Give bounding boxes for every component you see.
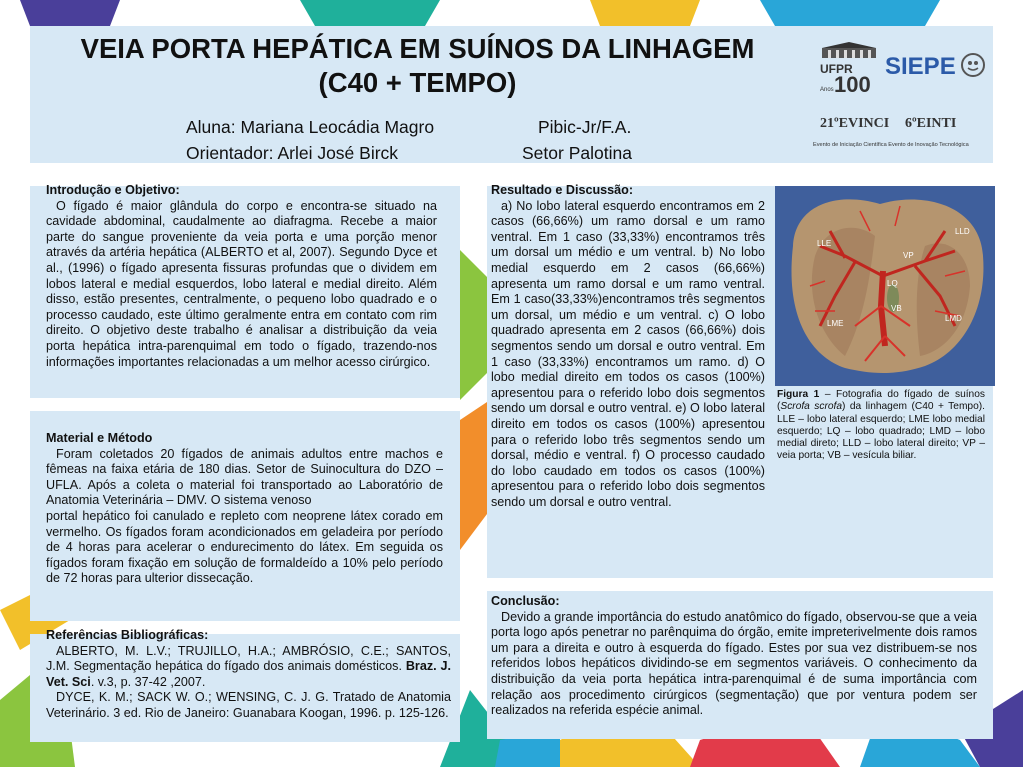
author-label: Aluna: [186,117,236,137]
results-section [491,183,765,510]
ufpr-logo [820,42,878,100]
reference-1: ALBERTO, M. L.V.; TRUJILLO, H.A.; AMBRÓSIO, C.E.; SANTOS, J.M. Segmentação hepática do fígado dos animais domésticos. Braz. J. Vet. Sci. v.3, p. 37-42 ,2007. [46,643,451,689]
label-vp: VP [903,251,914,260]
reference-2: DYCE, K. M.; SACK W. O.; WENSING, C. J. G. Tratado de Anatomia Veterinário. 3 ed. Rio de Janeiro: Guanabara Koogan, 1996. p. 125-126. [46,690,451,720]
figure-caption-species: Scrofa scrofa [780,401,843,413]
advisor-line [186,141,398,165]
conclusion-section [491,594,977,719]
event1-logo: 21ºEVINCI [820,116,890,131]
ufpr-text: UFPR [820,62,853,76]
building-icon [820,42,878,58]
methods-section [46,431,443,587]
conclusion-heading: Conclusão: [491,594,560,608]
author-name: Mariana Leocádia Magro [240,117,435,137]
liver-photo [775,186,995,386]
figure-caption-label: Figura 1 [777,389,820,400]
intro-heading: Introdução e Objetivo: [46,183,180,197]
results-body: a) No lobo lateral esquerdo encontramos em 2 casos (66,66%) um ramo dorsal e um ramo ventral. Em 1 caso (33,33%) encontramos três um dorsal um médio e um ventral. b) No lobo medial esquerdo em 2 casos (66,66%) apresenta um ramo dorsal e um ramo ventral. Em 1 caso(33,33%)encontramos três segmentos um dorsal, um médio e um ventral. c) O lobo quadrado apresenta em 2 casos (66,66%) dois segmentos sendo um dorsal e outro ventral. Em 1 caso (33,33%) encontramos um ramo. d) O lobo medial direito em todos os casos (100%) apresentou para o referido lobo dois segmentos sendo um dorsal e outro ventral. e) O lobo lateral direito em todos os casos (100%) apresentou para o referido lobo três segmentos sendo um dorsal, médio e ventral. f) O processo caudado do lobo caudado em todos os casos (100%) apresentou para o referido lobo dois segmentos sendo um dorsal e outro ventral. [491,198,765,509]
methods-body-1: Foram coletados 20 fígados de animais adultos entre machos e fêmeas na faixa etária de 180 dias. Setor de Suinocultura do DZO – UFLA. Após a coleta o material foi transportado ao Laboratório de Anatomia Veterinária – DMV. O sistema venoso [46,446,443,508]
advisor-name: Arlei José Birck [277,143,399,163]
sector-label: Setor Palotina [522,143,632,163]
references-heading: Referências Bibliográficas: [46,628,209,642]
poster-title: VEIA PORTA HEPÁTICA EM SUÍNOS DA LINHAGEM (C40 + TEMPO) [80,33,755,98]
years-text: 100 [834,72,871,97]
results-heading: Resultado e Discussão: [491,183,634,197]
advisor-label: Orientador: [186,143,274,163]
label-lle: LLE [817,239,832,248]
side-decoration [460,250,490,570]
author-line [186,115,434,139]
label-lme: LME [827,319,844,328]
liver-illustration [775,186,995,386]
siepe-logo [885,52,986,81]
event-subtitle: Evento de Iniciação Científica Evento de Inovação Tecnológica [813,142,969,148]
label-lld: LLD [955,227,970,236]
siepe-face-icon [960,52,986,78]
label-lmd: LMD [945,314,962,323]
methods-body-2: portal hepático foi canulado e repleto com neoprene látex corado em vermelho. Os fígados foram acondicionados em geladeira por período de 4 horas para acelerar o endurecimento do látex. Em seguida os fígados foram fixação em solução de formaldeído a 10% pelo período de 72 horas para ulterior dissecação. [46,508,443,586]
references-section [46,628,451,722]
program-label: Pibic-Jr/F.A. [538,117,632,137]
label-vb: VB [891,304,902,313]
siepe-text: SIEPE [885,53,956,80]
intro-section [46,183,437,370]
event2-logo: 6ºEINTI [905,116,957,131]
conclusion-body: Devido a grande importância do estudo anatômico do fígado, observou-se que a veia porta logo após penetrar no parênquima do órgão, emite impreterivelmente dois ramos um para a direita e outro à esquerda do fígado. Estes por sua vez distribuem-se nos referidos lobos hepáticos dividindo-se em segmentos variáveis. O conhecimento da distribuição da veia porta hepática intra-parenquimal é de suma importância com relação aos procedimento cirúrgicos (segmentação) que por ventura podem ser realizados na referida espécie animal. [491,609,977,718]
intro-body: O fígado é maior glândula do corpo e encontra-se situado na cavidade abdominal, caudalmente ao diafragma. Recebe a maior parte do sangue proveniente da veia porta e uma porção menor através da artéria hepática (ALBERTO et al, 2007). Segundo Dyce et al., (1996) o fígado apresenta fissuras profundas que o dividem em lobos lateral e medial esquerdos, lobo lateral e medial direito. Além disso, estão presentes, centralmente, o pequeno lobo quadrado e o processo caudado, este último geralmente entra em contato com rim direito. O objetivo deste trabalho é analisar a distribuição da veia porta hepática intra-parenquimal em todo o fígado, trazendo-nos informações importantes relacionadas a um melhor acesso cirúrgico. [46,198,437,369]
anos-text: Anos [820,87,834,93]
methods-heading: Material e Método [46,431,153,445]
reference-1-journal: Braz. J. Vet. Sci [46,659,451,689]
label-lq: LQ [887,279,898,288]
figure-caption: Figura 1 – Fotografia do fígado de suínos (Scrofa scrofa) da linhagem (C40 + Tempo). LLE – lobo lateral esquerdo; LME lobo medial esquerdo; LQ – lobo quadrado; LMD – lobo medial direto; LLD – lobo lateral direito; VP – veia porta; VB – vesícula biliar. [777,389,985,462]
